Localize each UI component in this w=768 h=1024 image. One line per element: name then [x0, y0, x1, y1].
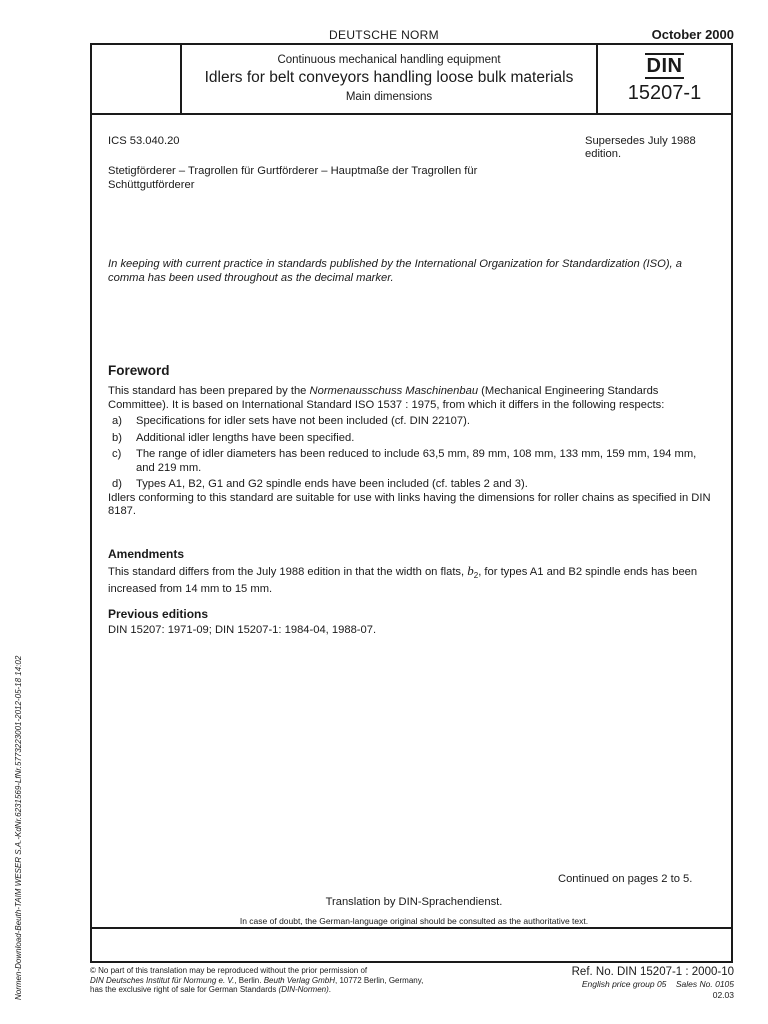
standard-number: 15207-1 — [627, 82, 702, 104]
foreword-heading: Foreword — [108, 363, 170, 378]
continued-note: Continued on pages 2 to 5. — [558, 873, 693, 885]
document-title: Idlers for belt conveyors handling loose bulk materials — [204, 69, 574, 86]
foreword-body — [108, 385, 718, 519]
decimal-marker-note: In keeping with current practice in standards published by the International Organization for Standardization (ISO), a comma has been used throughout as the decimal marker. — [108, 258, 682, 284]
list-item-text: Specifications for idler sets have not been included (cf. DIN 22107). — [136, 415, 470, 427]
din-institute-name: DIN Deutsches Institut für Normung e. V. — [90, 975, 235, 985]
translation-credit: Translation by DIN-Sprachendienst. — [325, 896, 503, 908]
din-cell — [598, 45, 731, 113]
width-symbol: b — [467, 563, 474, 578]
committee-name: Normenausschuss Maschinenbau — [309, 385, 479, 397]
copyright-line-3-text: has the exclusive right of sale for German Standards — [90, 985, 279, 994]
amendments-text-part1: This standard differs from the July 1988 edition in that the width on flats, — [108, 566, 468, 578]
foreword-section — [108, 364, 718, 378]
foreword-intro-part1: This standard has been prepared by the — [108, 385, 310, 397]
previous-editions-heading: Previous editions — [108, 607, 209, 621]
edition-date: October 2000 — [651, 27, 734, 42]
list-item-text: Types A1, B2, G1 and G2 spindle ends have been included (cf. tables 2 and 3). — [136, 478, 528, 490]
print-code: 02.03 — [712, 990, 734, 1000]
title-cell — [182, 45, 598, 113]
list-item-label: a) — [112, 415, 122, 427]
list-item-label: b) — [112, 431, 122, 444]
list-item — [108, 448, 718, 475]
reference-number: Ref. No. DIN 15207-1 : 2000-10 — [571, 966, 734, 978]
german-title: Stetigförderer – Tragrollen für Gurtförderer – Hauptmaße der Tragrollen für Schüttgutförderer — [108, 165, 478, 191]
width-symbol-subscript: 2 — [473, 571, 479, 581]
previous-editions-text: DIN 15207: 1971-09; DIN 15207-1: 1984-04, 1988-07. — [108, 624, 377, 636]
previous-editions-section — [108, 608, 718, 622]
amendments-section — [108, 548, 718, 562]
amendments-text-part2: , for types A1 and B2 spindle ends has been increased from 14 mm to 15 mm. — [108, 566, 698, 595]
din-logo: DIN — [646, 55, 683, 77]
din-normen-label: (DIN-Normen) — [278, 985, 329, 994]
foreword-intro-part2: (Mechanical Engineering Standards Committee). It is based on International Standard ISO 1537 : 1975, from which it differs in the following respects: — [108, 385, 665, 411]
list-item — [108, 415, 718, 429]
list-item-label: d) — [112, 478, 122, 490]
list-item-text: The range of idler diameters has been reduced to include 63,5 mm, 89 mm, 108 mm, 133 mm, 159 mm, 194 mm, and 219 mm. — [136, 448, 697, 474]
list-item-label: c) — [112, 448, 122, 460]
list-item — [108, 432, 718, 446]
publisher-address: , 10772 Berlin, Germany, — [335, 975, 424, 985]
frame-bottom-band — [92, 927, 731, 961]
supersedes-note: Supersedes July 1988 edition. — [585, 135, 696, 160]
copyright-line-3 — [90, 985, 470, 995]
title-subtitle-top: Continuous mechanical handling equipment — [277, 54, 501, 66]
amendments-heading: Amendments — [108, 547, 185, 561]
title-block — [92, 45, 731, 115]
list-item-text: Additional idler lengths have been specified. — [136, 431, 355, 444]
copyright-line-1: © No part of this translation may be reproduced without the prior permission of — [90, 966, 368, 975]
copyright-line-3-end: . — [328, 985, 332, 994]
differences-list — [108, 415, 718, 492]
price-and-sales — [572, 979, 734, 989]
list-item — [108, 478, 718, 492]
deutsche-norm-label: DEUTSCHE NORM — [329, 28, 439, 42]
authoritative-text-note: In case of doubt, the German-language original should be consulted as the authoritative text. — [239, 916, 589, 926]
ics-code: ICS 53.040.20 — [108, 135, 180, 147]
title-subtitle-bottom: Main dimensions — [345, 91, 433, 103]
title-block-left-cell — [92, 45, 182, 113]
publisher-name: Beuth Verlag GmbH — [263, 975, 335, 985]
sales-number: Sales No. 0105 — [675, 979, 734, 989]
foreword-closing: Idlers conforming to this standard are suitable for use with links having the dimensions for roller chains as specified in DIN 8187. — [108, 491, 711, 517]
download-watermark: Normen-Download-Beuth-TAIM WESER S.A.-KdNr.6231569-LfNr.5773223001-2012-05-18 14:02 — [14, 655, 23, 1000]
price-group: English price group 05 — [581, 979, 667, 989]
copyright-line-2 — [90, 976, 470, 986]
foreword-intro — [108, 385, 718, 412]
copyright-line-2-sep: , Berlin. — [234, 975, 264, 985]
reference-block — [572, 966, 734, 1000]
amendments-text — [108, 564, 718, 596]
copyright-notice — [90, 966, 470, 995]
